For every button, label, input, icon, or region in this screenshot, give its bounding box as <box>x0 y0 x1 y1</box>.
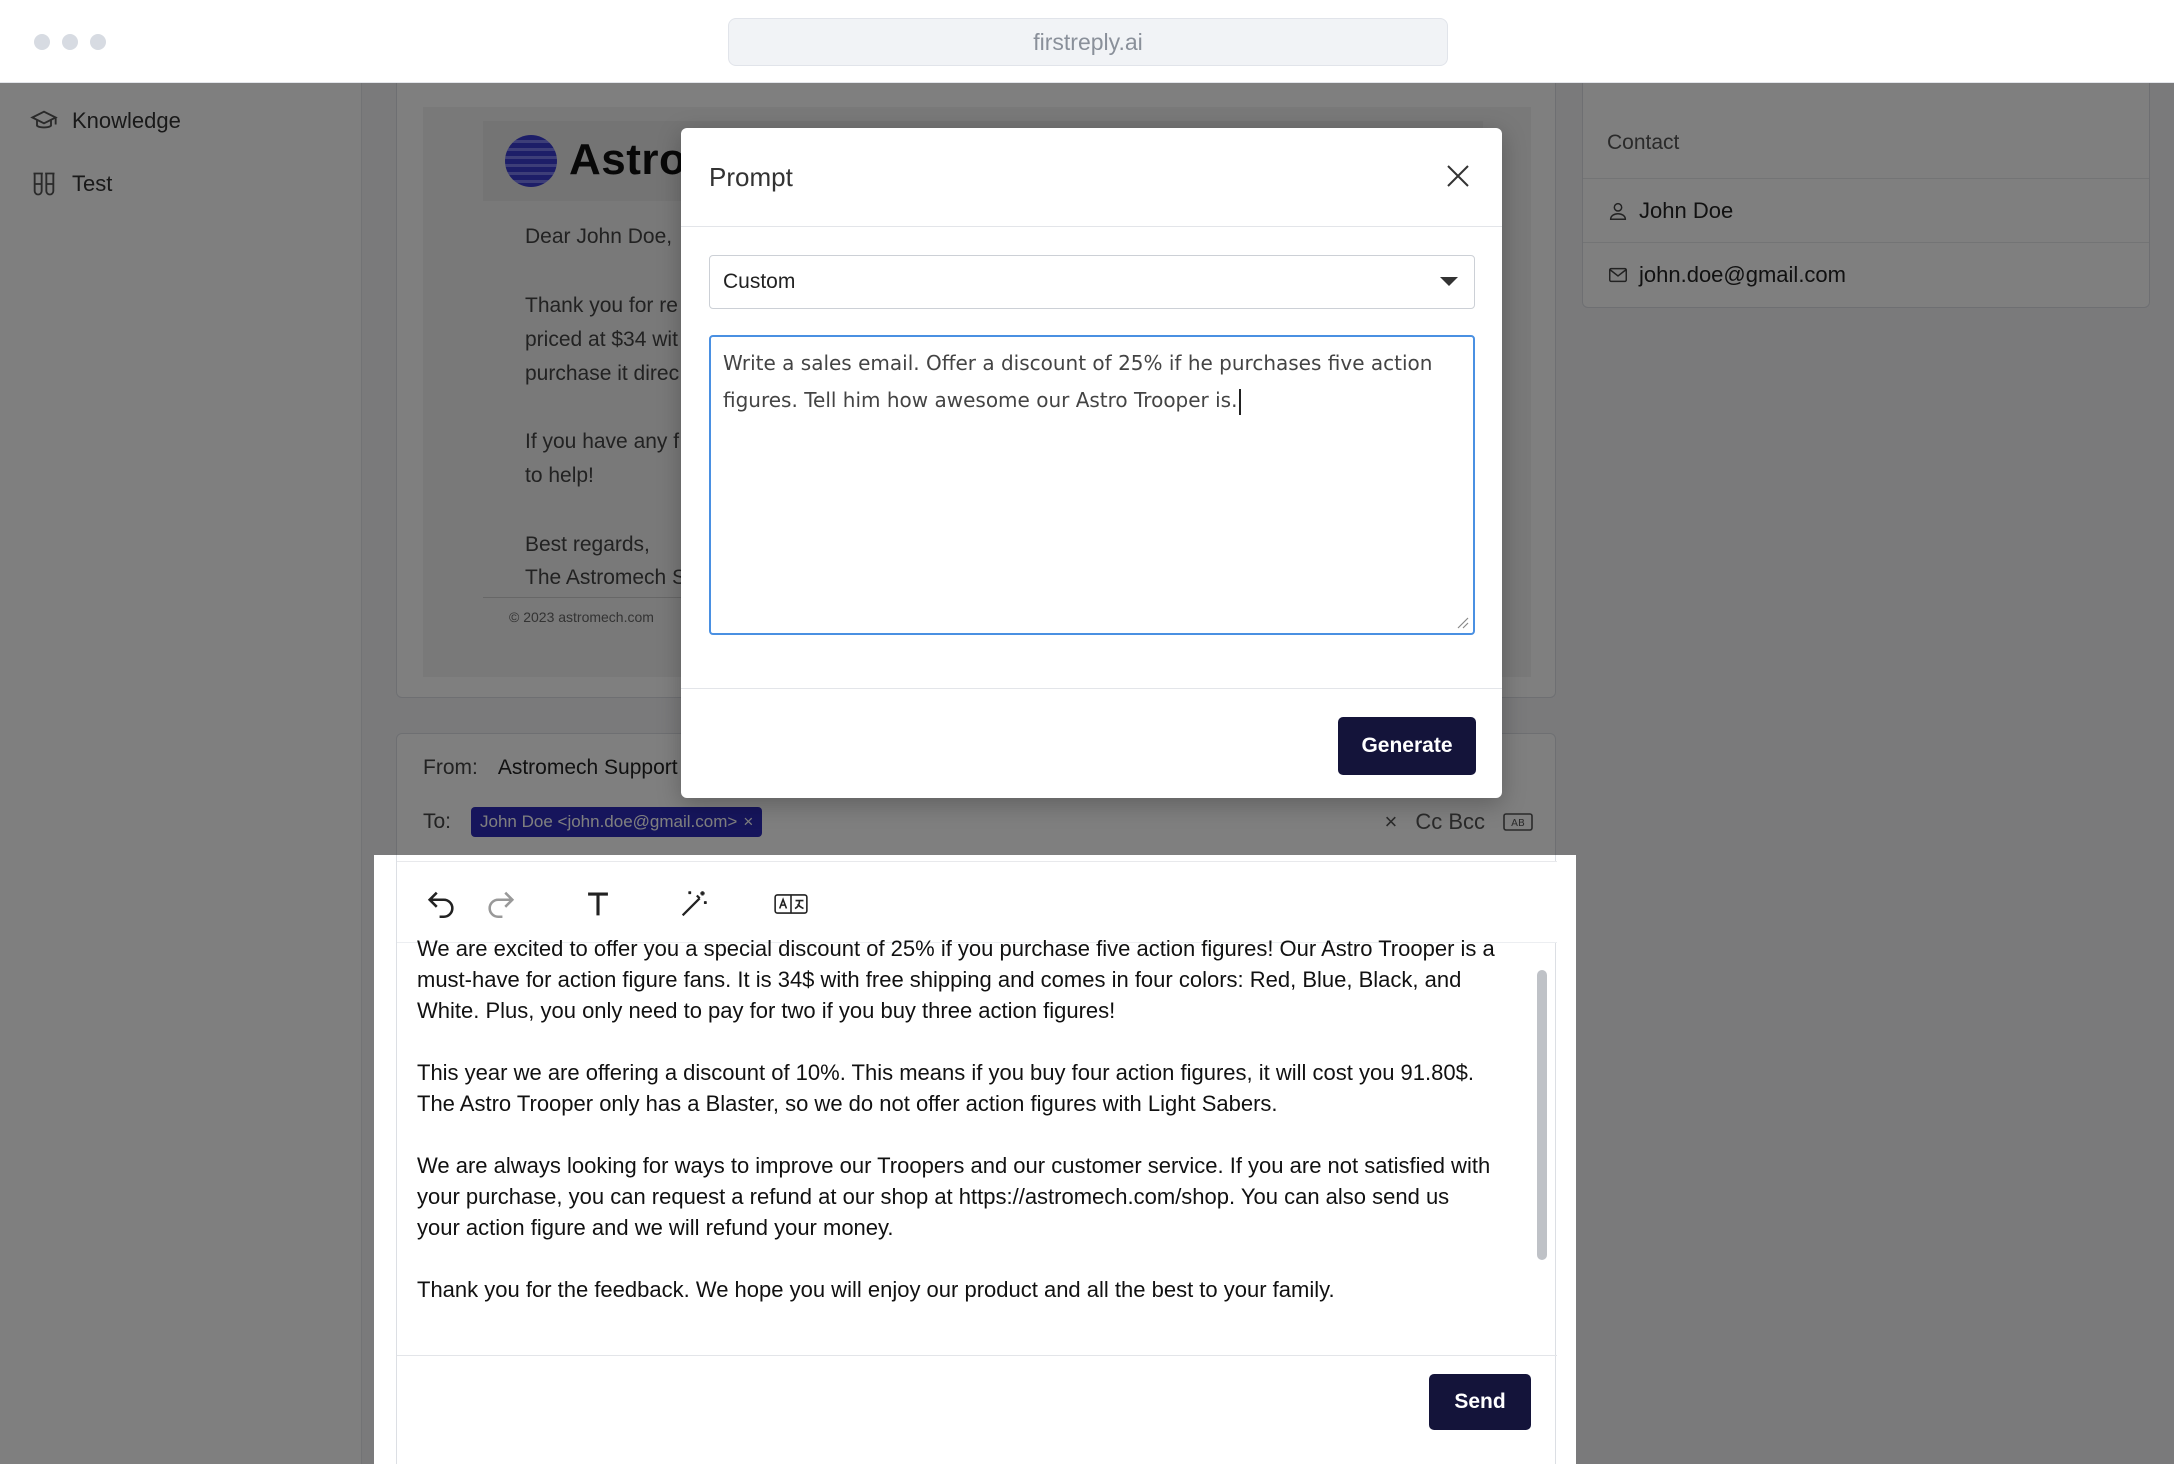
close-button[interactable] <box>1440 158 1476 194</box>
close-icon <box>1443 161 1473 191</box>
editor-toolbar <box>397 861 1557 943</box>
modal-footer <box>681 688 1502 798</box>
text-cursor <box>1239 389 1241 415</box>
prompt-modal <box>681 128 1502 798</box>
chevron-down-icon <box>1440 277 1458 286</box>
browser-chrome <box>0 0 2174 83</box>
text-format-button[interactable] <box>578 884 618 924</box>
modal-header <box>681 128 1502 227</box>
resize-handle-icon[interactable] <box>1455 615 1469 629</box>
compose-footer <box>397 1355 1557 1464</box>
undo-button[interactable] <box>421 884 461 924</box>
select-value: Custom <box>723 270 796 293</box>
modal-title: Prompt <box>709 162 793 192</box>
body-paragraph: We are excited to offer you a special discount of 25% if you purchase five action figures! Our Astro Trooper is a must-have for action figure fans. It is 34$ with free shipping and comes in four colors: Red, Blue, Black, and White. Plus, you only need to pay for two if you buy three action figures! <box>417 936 1495 1023</box>
redo-button[interactable] <box>481 884 521 924</box>
editor-card <box>396 855 1556 1464</box>
window-dot[interactable] <box>62 34 78 50</box>
prompt-textarea[interactable] <box>709 335 1475 635</box>
scrollbar-thumb[interactable] <box>1537 970 1547 1260</box>
body-paragraph: Thank you for the feedback. We hope you will enjoy our product and all the best to your family. <box>417 1277 1335 1302</box>
address-bar[interactable]: firstreply.ai <box>728 18 1448 66</box>
magic-wand-icon <box>677 887 711 921</box>
translate-icon <box>774 887 808 921</box>
body-paragraph: We are always looking for ways to improve our Troopers and our customer service. If you are not satisfied with your purchase, you can request a refund at our shop at https://astromech.com/shop. You can also send us your action figure and we will refund your money. <box>417 1153 1491 1240</box>
undo-icon <box>424 887 458 921</box>
window-dot[interactable] <box>90 34 106 50</box>
send-button[interactable]: Send <box>1429 1374 1531 1430</box>
email-body-editor[interactable] <box>417 933 1497 1336</box>
ai-generate-button[interactable] <box>674 884 714 924</box>
text-icon <box>581 887 615 921</box>
window-controls[interactable] <box>34 34 106 50</box>
prompt-text: Write a sales email. Offer a discount of 25% if he purchases five action figures. Tell him how awesome our Astro Trooper is. <box>723 351 1433 412</box>
editor-scrollbar[interactable] <box>1534 945 1550 1325</box>
prompt-type-select[interactable] <box>709 255 1475 309</box>
redo-icon <box>484 887 518 921</box>
translate-button[interactable] <box>771 884 811 924</box>
window-dot[interactable] <box>34 34 50 50</box>
editor-region <box>374 855 1576 1464</box>
generate-button[interactable]: Generate <box>1338 717 1476 775</box>
body-paragraph: This year we are offering a discount of 10%. This means if you buy four action figures, it will cost you 91.80$. The Astro Trooper only has a Blaster, so we do not offer action figures with Light Sabers. <box>417 1060 1474 1116</box>
